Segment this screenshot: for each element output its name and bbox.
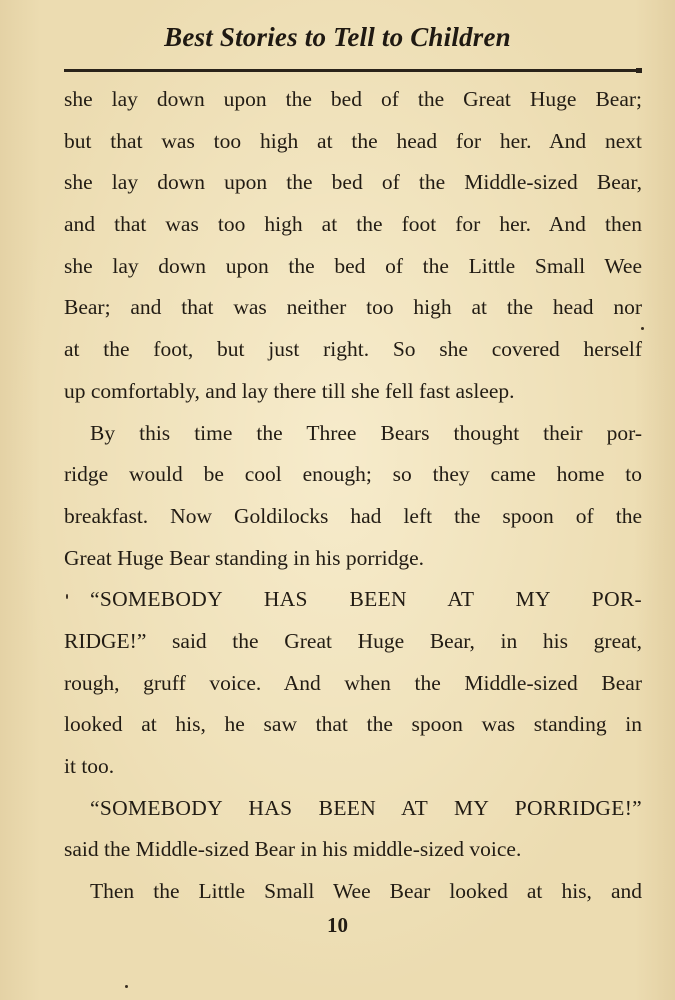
ink-speck bbox=[641, 327, 644, 330]
ink-speck bbox=[125, 985, 128, 988]
ink-speck bbox=[66, 594, 68, 599]
paragraph bbox=[64, 579, 642, 787]
text-line: Then the Little Small Wee Bear looked at his, and bbox=[90, 879, 642, 904]
body-text bbox=[64, 79, 642, 913]
text-line: RIDGE!” said the Great Huge Bear, in his great, bbox=[64, 628, 642, 653]
text-line: “SOMEBODY HAS BEEN AT MY PORRIDGE!” bbox=[90, 795, 642, 820]
text-line: up comfortably, and lay there till she fell fast asleep. bbox=[64, 378, 515, 403]
text-line: breakfast. Now Goldilocks had left the spoon of the bbox=[64, 503, 642, 528]
text-line: rough, gruff voice. And when the Middle-sized Bear bbox=[64, 670, 642, 695]
text-line: “SOMEBODY HAS BEEN AT MY POR- bbox=[90, 587, 642, 612]
text-line: she lay down upon the bed of the Great Huge Bear; bbox=[64, 87, 642, 111]
text-line: Bear; and that was neither too high at the head nor bbox=[64, 295, 642, 320]
page-number: 10 bbox=[327, 913, 348, 937]
text-line: looked at his, he saw that the spoon was standing in bbox=[64, 712, 642, 737]
header-rule bbox=[64, 69, 640, 72]
text-line: but that was too high at the head for her. And next bbox=[64, 128, 642, 153]
text-line: said the Middle-sized Bear in his middle-sized voice. bbox=[64, 837, 522, 862]
running-head: Best Stories to Tell to Children bbox=[164, 22, 511, 52]
paragraph bbox=[64, 871, 642, 913]
paragraph bbox=[64, 413, 642, 580]
text-line: at the foot, but just right. So she covered herself bbox=[64, 337, 642, 362]
paragraph bbox=[64, 79, 642, 413]
text-line: she lay down upon the bed of the Middle-sized Bear, bbox=[64, 170, 642, 195]
text-line: Great Huge Bear standing in his porridge. bbox=[64, 545, 425, 570]
text-line: it too. bbox=[64, 754, 115, 778]
paragraph bbox=[64, 788, 642, 871]
text-line: she lay down upon the bed of the Little Small Wee bbox=[64, 253, 642, 278]
text-line: By this time the Three Bears thought their por- bbox=[90, 420, 642, 445]
text-line: and that was too high at the foot for her. And then bbox=[64, 212, 642, 237]
text-line: ridge would be cool enough; so they came home to bbox=[64, 462, 642, 487]
